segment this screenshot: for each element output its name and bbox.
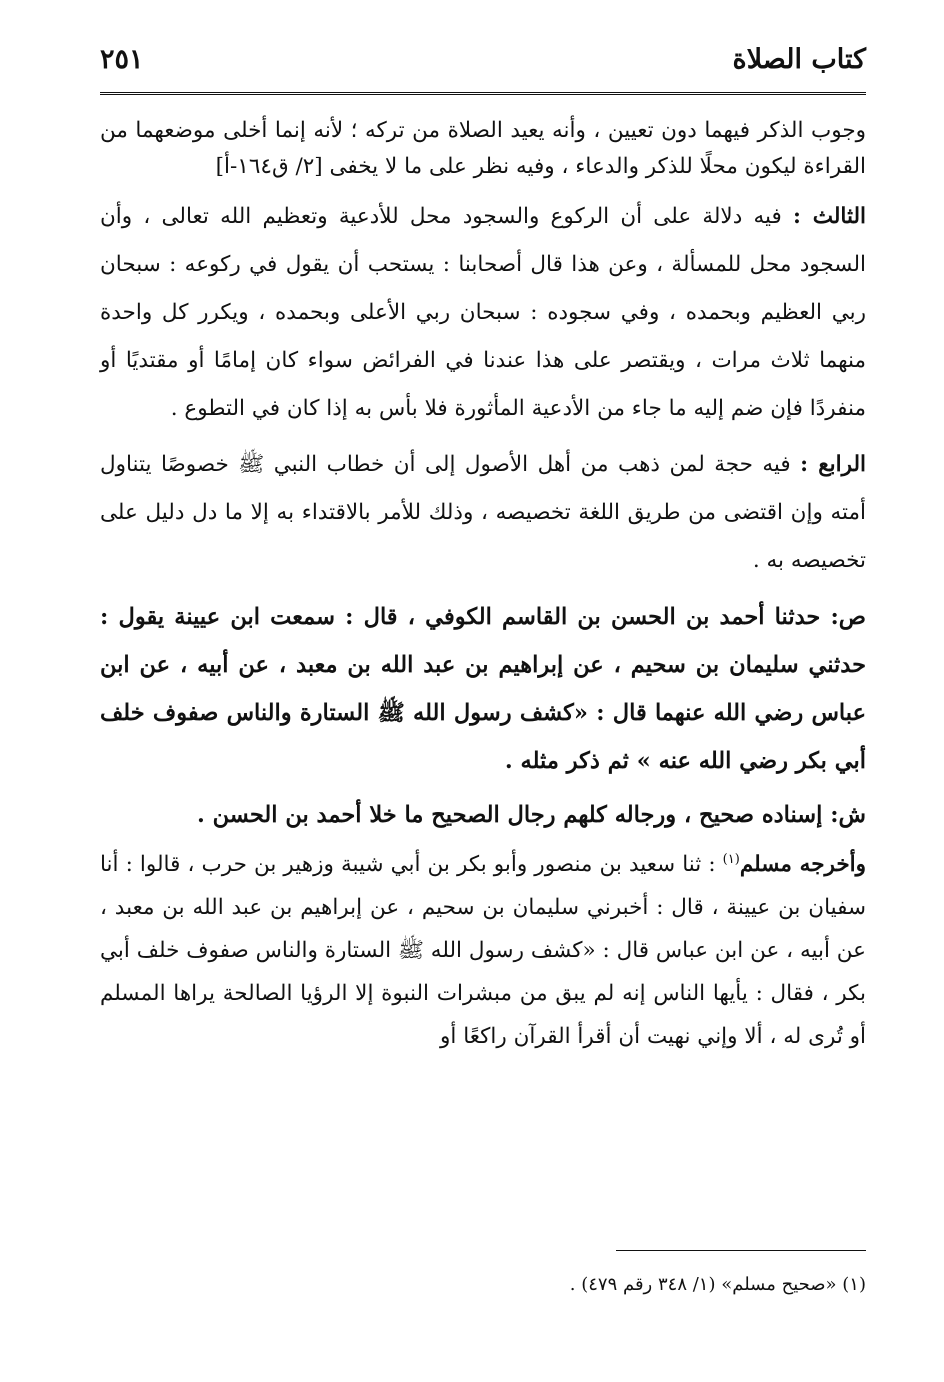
footnote-reference: (١) — [722, 852, 740, 867]
footnote-separator — [616, 1250, 866, 1251]
paragraph-1 — [100, 113, 866, 185]
third-point-text: فيه دلالة على أن الركوع والسجود محل للأدعية وتعظيم الله تعالى ، وأن السجود محل للمسألة ، وعن هذا قال أصحابنا : يستحب أن يقول في ركوعه : سبحان ربي العظيم وبحمده ، وفي سجوده : سبحان ربي الأعلى وبحمده ، ويكرر كل واحدة منهما ثلاث مرات ، ويقتصر على هذا عندنا في الفرائض سواء كان إمامًا أو مقتديًا أو منفردًا فإن ضم إليه ما جاء من الأدعية المأثورة فلا بأس به إذا كان في التطوع . — [100, 204, 866, 421]
paragraph-hadith-text — [100, 593, 866, 785]
running-header — [100, 38, 866, 95]
hadith-text: ص: حدثنا أحمد بن الحسن بن القاسم الكوفي ، قال : سمعت ابن عيينة يقول : حدثني سليمان بن سحيم ، عن إبراهيم بن عبد الله بن معبد ، عن أبيه ، عن ابن عباس رضي الله عنهما قال : «كشف رسول الله ﷺ الستارة والناس صفوف خلف أبي بكر رضي الله عنه » ثم ذكر مثله . — [100, 604, 866, 774]
third-point-lead: الثالث : — [792, 204, 866, 229]
fourth-point-lead: الرابع : — [800, 452, 866, 477]
paragraph-muslim-narration — [100, 838, 866, 1058]
chapter-title: كتاب الصلاة — [732, 44, 866, 75]
book-page — [100, 38, 866, 1358]
paragraph-fourth-point — [100, 441, 866, 585]
page-body — [100, 113, 866, 1058]
paragraph-commentary — [100, 793, 866, 838]
footnote: (١) «صحيح مسلم» (١/ ٣٤٨ رقم ٤٧٩) . — [569, 1274, 866, 1295]
muslim-narration-text: : ثنا سعيد بن منصور وأبو بكر بن أبي شيبة وزهير بن حرب ، قالوا : أنا سفيان بن عيينة ، قال : أخبرني سليمان بن سحيم ، عن إبراهيم بن عبد الله بن معبد ، عن أبيه ، عن ابن عباس قال : «كشف رسول الله ﷺ الستارة والناس صفوف خلف أبي بكر ، فقال : يأيها الناس إنه لم يبق من مبشرات النبوة إلا الرؤيا الصالحة يراها المسلم أو تُرى له ، ألا وإني نهيت أن أقرأ القرآن راكعًا أو — [100, 852, 866, 1050]
muslim-narration-lead: وأخرجه مسلم — [739, 852, 867, 878]
paragraph-1-text: وجوب الذكر فيهما دون تعيين ، وأنه يعيد الصلاة من تركه ؛ لأنه إنما أخلى موضعهما من القراءة ليكون محلًا للذكر والدعاء ، وفيه نظر على ما لا يخفى [٢/ ق١٦٤-أ] — [100, 118, 866, 179]
page-number: ٢٥١ — [100, 44, 144, 75]
paragraph-third-point — [100, 193, 866, 433]
fourth-point-text: فيه حجة لمن ذهب من أهل الأصول إلى أن خطاب النبي ﷺ خصوصًا يتناول أمته وإن اقتضى من طريق اللغة تخصيصه ، وذلك للأمر بالاقتداء به إلا ما دل دليل على تخصيصه به . — [100, 452, 866, 573]
commentary-lead: ش: إسناده صحيح ، ورجاله كلهم رجال الصحيح ما خلا أحمد بن الحسن . — [197, 802, 866, 828]
